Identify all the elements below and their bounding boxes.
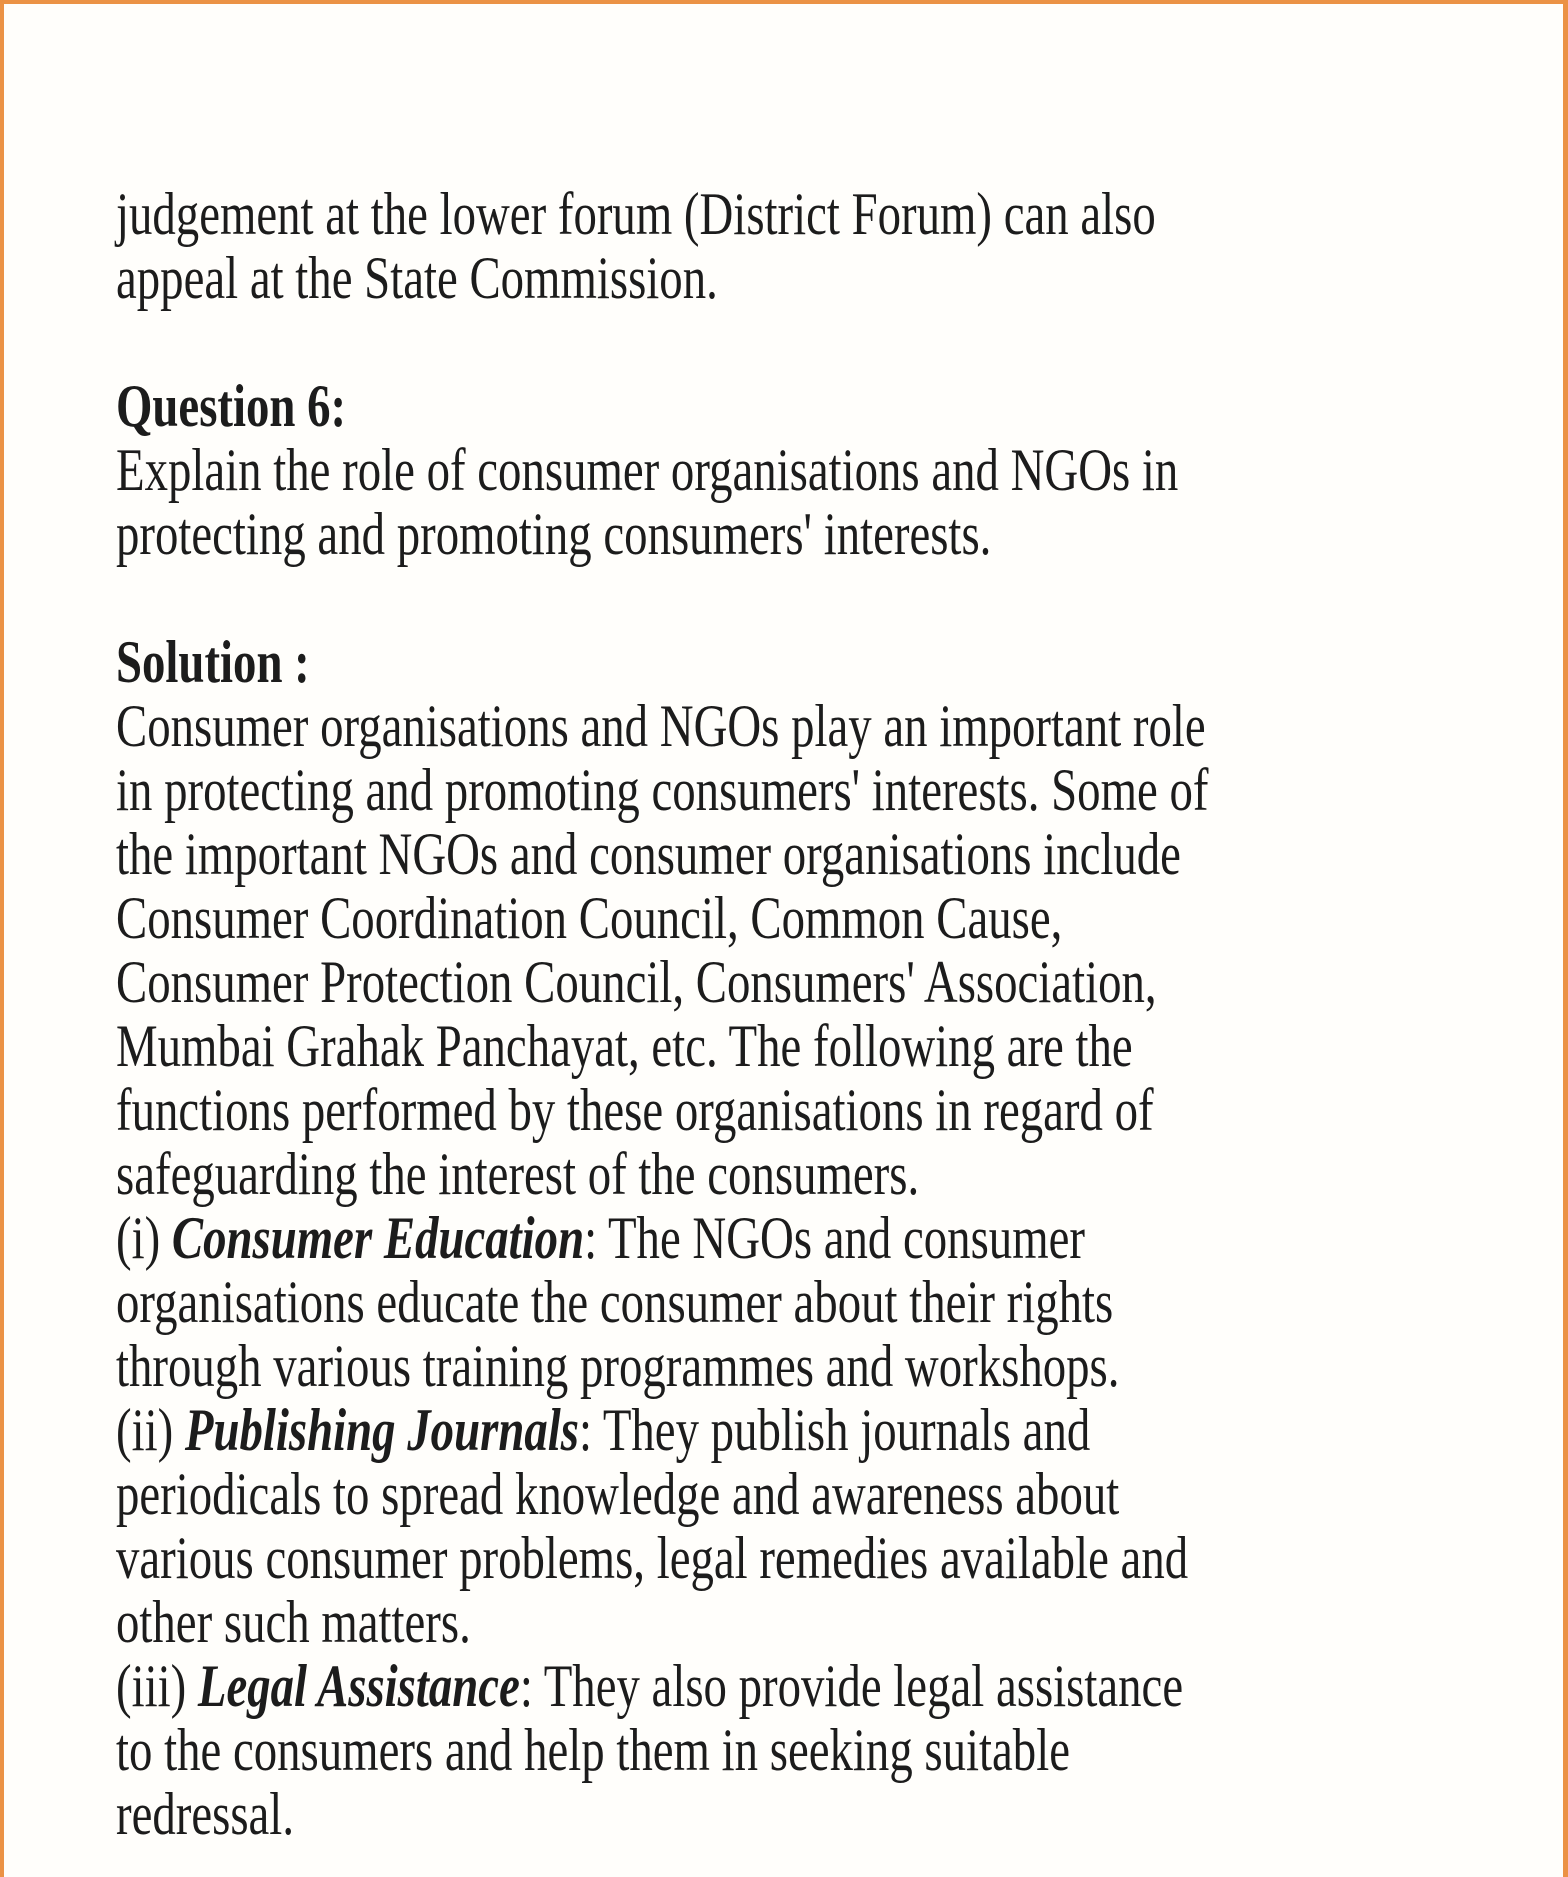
text-segment: Publishing Journals: [184, 1397, 579, 1463]
text-segment: in protecting and promoting consumers' interests. Some of: [116, 757, 1209, 823]
text-line: [116, 182, 1221, 246]
text-line: [116, 950, 1221, 1014]
text-segment: Consumer Education: [171, 1205, 585, 1271]
solution-heading: [116, 630, 1533, 694]
text-line: [116, 246, 1221, 310]
text-segment: periodicals to spread knowledge and awareness about: [116, 1461, 1120, 1527]
text-line: [116, 1718, 1221, 1782]
solution-intro: [116, 694, 1533, 1206]
item-publishing-journals: [116, 1398, 1533, 1654]
text-line: [116, 630, 1221, 694]
paragraph-appeal: [116, 182, 1533, 310]
text-line: [116, 694, 1221, 758]
text-line: [116, 1206, 1221, 1270]
text-line: [116, 1462, 1221, 1526]
text-line: [116, 438, 1221, 502]
text-segment: Question 6:: [116, 373, 347, 439]
text-segment: protecting and promoting consumers' interests.: [116, 501, 992, 567]
text-line: [116, 1398, 1221, 1462]
text-segment: functions performed by these organisations in regard of: [116, 1077, 1154, 1143]
text-segment: organisations educate the consumer about their rights: [116, 1269, 1114, 1335]
text-line: [116, 1142, 1221, 1206]
text-segment: through various training programmes and workshops.: [116, 1333, 1120, 1399]
text-line: [116, 502, 1221, 566]
text-line: [116, 886, 1221, 950]
text-segment: to the consumers and help them in seeking suitable: [116, 1717, 1070, 1783]
text-segment: : The NGOs and consumer: [584, 1205, 1085, 1271]
text-segment: redressal.: [116, 1781, 295, 1847]
text-line: [116, 1270, 1221, 1334]
text-segment: (iii): [116, 1653, 198, 1719]
text-line: [116, 1334, 1221, 1398]
text-line: [116, 822, 1221, 886]
question-6-heading: [116, 374, 1533, 438]
text-segment: judgement at the lower forum (District Forum) can also: [116, 181, 1156, 247]
text-line: [116, 1526, 1221, 1590]
text-line: [116, 1590, 1221, 1654]
text-line: [116, 758, 1221, 822]
text-segment: other such matters.: [116, 1589, 471, 1655]
text-segment: : They publish journals and: [578, 1397, 1091, 1463]
text-segment: Legal Assistance: [197, 1653, 520, 1719]
text-segment: appeal at the State Commission.: [116, 245, 718, 311]
text-segment: : They also provide legal assistance: [519, 1653, 1184, 1719]
text-segment: Consumer Coordination Council, Common Cause,: [116, 885, 1063, 951]
text-line: [116, 1078, 1221, 1142]
text-segment: safeguarding the interest of the consumers.: [116, 1141, 920, 1207]
text-segment: (ii): [116, 1397, 185, 1463]
text-line: [116, 1654, 1221, 1718]
text-line: [116, 374, 1221, 438]
text-segment: Mumbai Grahak Panchayat, etc. The following are the: [116, 1013, 1133, 1079]
text-segment: various consumer problems, legal remedies available and: [116, 1525, 1189, 1591]
text-segment: Consumer organisations and NGOs play an important role: [116, 693, 1206, 759]
text-segment: Consumer Protection Council, Consumers' Association,: [116, 949, 1157, 1015]
text-line: [116, 1782, 1221, 1846]
text-segment: the important NGOs and consumer organisations include: [116, 821, 1181, 887]
item-legal-assistance: [116, 1654, 1533, 1846]
document-body: [4, 4, 1563, 1846]
item-consumer-education: [116, 1206, 1533, 1398]
question-6-text: [116, 438, 1533, 566]
text-segment: Solution :: [116, 629, 310, 695]
text-segment: Explain the role of consumer organisations and NGOs in: [116, 437, 1179, 503]
text-segment: (i): [116, 1205, 172, 1271]
text-line: [116, 1014, 1221, 1078]
